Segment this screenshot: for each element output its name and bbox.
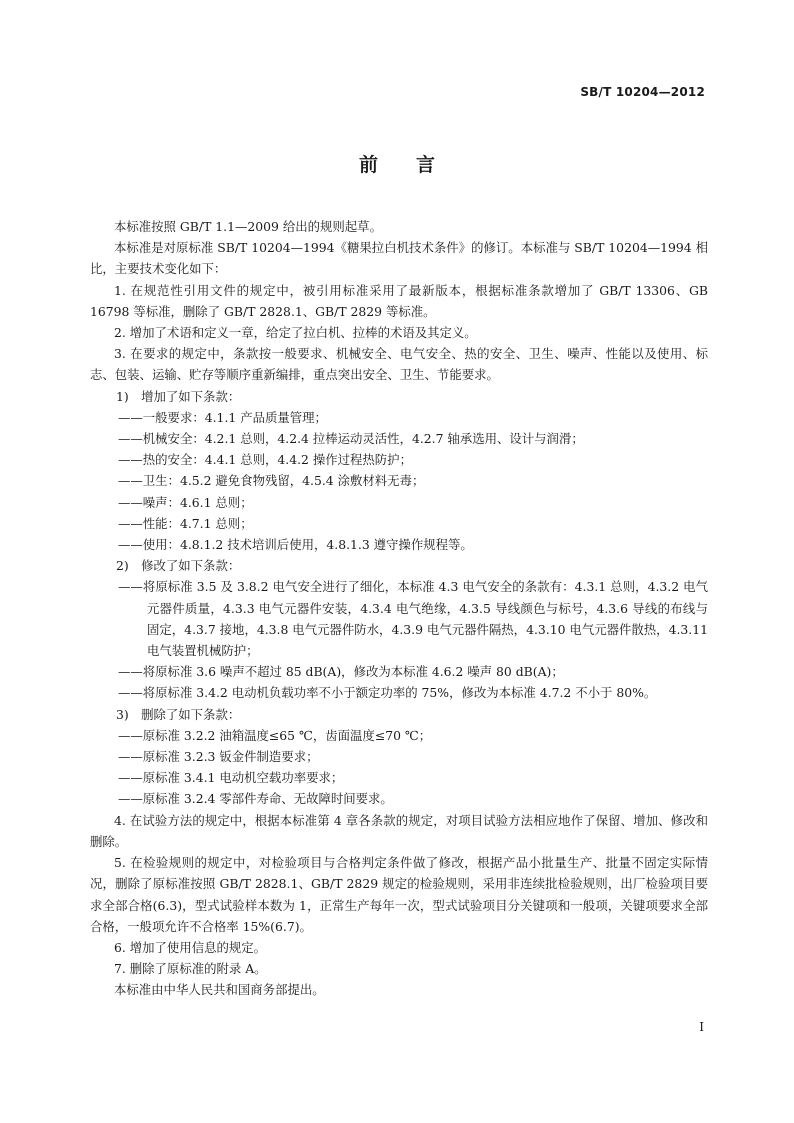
sub-heading-modified: 2) 修改了如下条款： xyxy=(116,558,241,574)
paragraph: 本标准按照 GB/T 1.1—2009 给出的规则起草。 xyxy=(114,219,382,234)
paragraph: 本标准是对原标准 SB/T 10204—1994《糖果拉白机技术条件》的修订。本标准与 SB/T 10204—1994 相比，主要技术变化如下： xyxy=(90,240,708,277)
paragraph: 1. 在规范性引用文件的规定中，被引用标准采用了最新版本，根据标准条款增加了 GB/T 13306、GB 16798 等标准，删除了 GB/T 2828.1、GB/T 2829 等标准。 xyxy=(90,282,708,319)
page-title: 前言 xyxy=(358,154,473,176)
paragraph: 2. 增加了术语和定义一章，给定了拉白机、拉棒的术语及其定义。 xyxy=(114,325,477,341)
paragraph: 5. 在检验规则的规定中，对检验项目与合格判定条件做了修改，根据产品小批量生产、批量不固定实际情况，删除了原标准按照 GB/T 2828.1、GB/T 2829 规定的检验规则，采用非连续批检验规则，出厂检验项目要求全部合格(6.3)，型式试验样本数为 1，正常生产每年一次，型式试验项目分关键项和一般项，关键项要求全部合格，一般项允许不合格率 15%(6.7)。 xyxy=(90,855,708,934)
list-item: ——噪声：4.6.1 总则； xyxy=(118,494,253,510)
list-item: ——热的安全：4.4.1 总则，4.4.2 操作过程热防护； xyxy=(118,452,412,468)
paragraph: 本标准由中华人民共和国商务部提出。 xyxy=(114,982,325,998)
list-item: ——性能：4.7.1 总则； xyxy=(118,515,253,531)
foreword-body xyxy=(90,216,708,1001)
list-item: ——将原标准 3.4.2 电动机负载功率不小于额定功率的 75%，修改为本标准 4.7.2 不小于 80%。 xyxy=(118,685,657,701)
list-item: ——一般要求：4.1.1 产品质量管理； xyxy=(118,409,327,425)
list-item: ——原标准 3.4.1 电动机空载功率要求； xyxy=(118,770,344,786)
paragraph: 4. 在试验方法的规定中，根据本标准第 4 章各条款的规定，对项目试验方法相应地作了保留、增加、修改和删除。 xyxy=(90,812,708,849)
list-item: ——使用：4.8.1.2 技术培训后使用，4.8.1.3 遵守操作规程等。 xyxy=(118,537,473,553)
list-item: ——原标准 3.2.3 钣金件制造要求； xyxy=(118,749,319,765)
list-item: ——原标准 3.2.4 零部件寿命、无故障时间要求。 xyxy=(118,791,393,807)
sub-heading-added: 1) 增加了如下条款： xyxy=(116,388,241,404)
paragraph: 7. 删除了原标准的附录 A。 xyxy=(114,961,267,977)
sub-heading-deleted: 3) 删除了如下条款： xyxy=(116,706,241,722)
paragraph: 6. 增加了使用信息的规定。 xyxy=(114,939,267,955)
list-item: ——原标准 3.2.2 油箱温度≤65 ℃，齿面温度≤70 ℃； xyxy=(118,727,432,743)
standard-code: SB/T 10204—2012 xyxy=(580,85,705,99)
list-item: ——将原标准 3.5 及 3.8.2 电气安全进行了细化，本标准 4.3 电气安全的条款有：4.3.1 总则，4.3.2 电气元器件质量，4.3.3 电气元器件安装，4.3.4 电气绝缘，4.3.5 导线颜色与标号，4.3.6 导线的布线与固定，4.3.7 接地，4.3.8 电气元器件防水，4.3.9 电气元器件隔热，4.3.10 电气元器件散热，4.3.11 电气装置机械防护； xyxy=(118,579,708,659)
list-item: ——机械安全：4.2.1 总则，4.2.4 拉棒运动灵活性，4.2.7 轴承选用、设计与润滑； xyxy=(118,431,584,447)
list-item: ——卫生：4.5.2 避免食物残留，4.5.4 涂敷材料无毒； xyxy=(118,473,425,489)
page-number: I xyxy=(699,1020,704,1034)
list-item: ——将原标准 3.6 噪声不超过 85 dB(A)，修改为本标准 4.6.2 噪声 80 dB(A)； xyxy=(118,664,564,680)
paragraph: 3. 在要求的规定中，条款按一般要求、机械安全、电气安全、热的安全、卫生、噪声、性能以及使用、标志、包装、运输、贮存等顺序重新编排，重点突出安全、卫生、节能要求。 xyxy=(90,346,708,383)
